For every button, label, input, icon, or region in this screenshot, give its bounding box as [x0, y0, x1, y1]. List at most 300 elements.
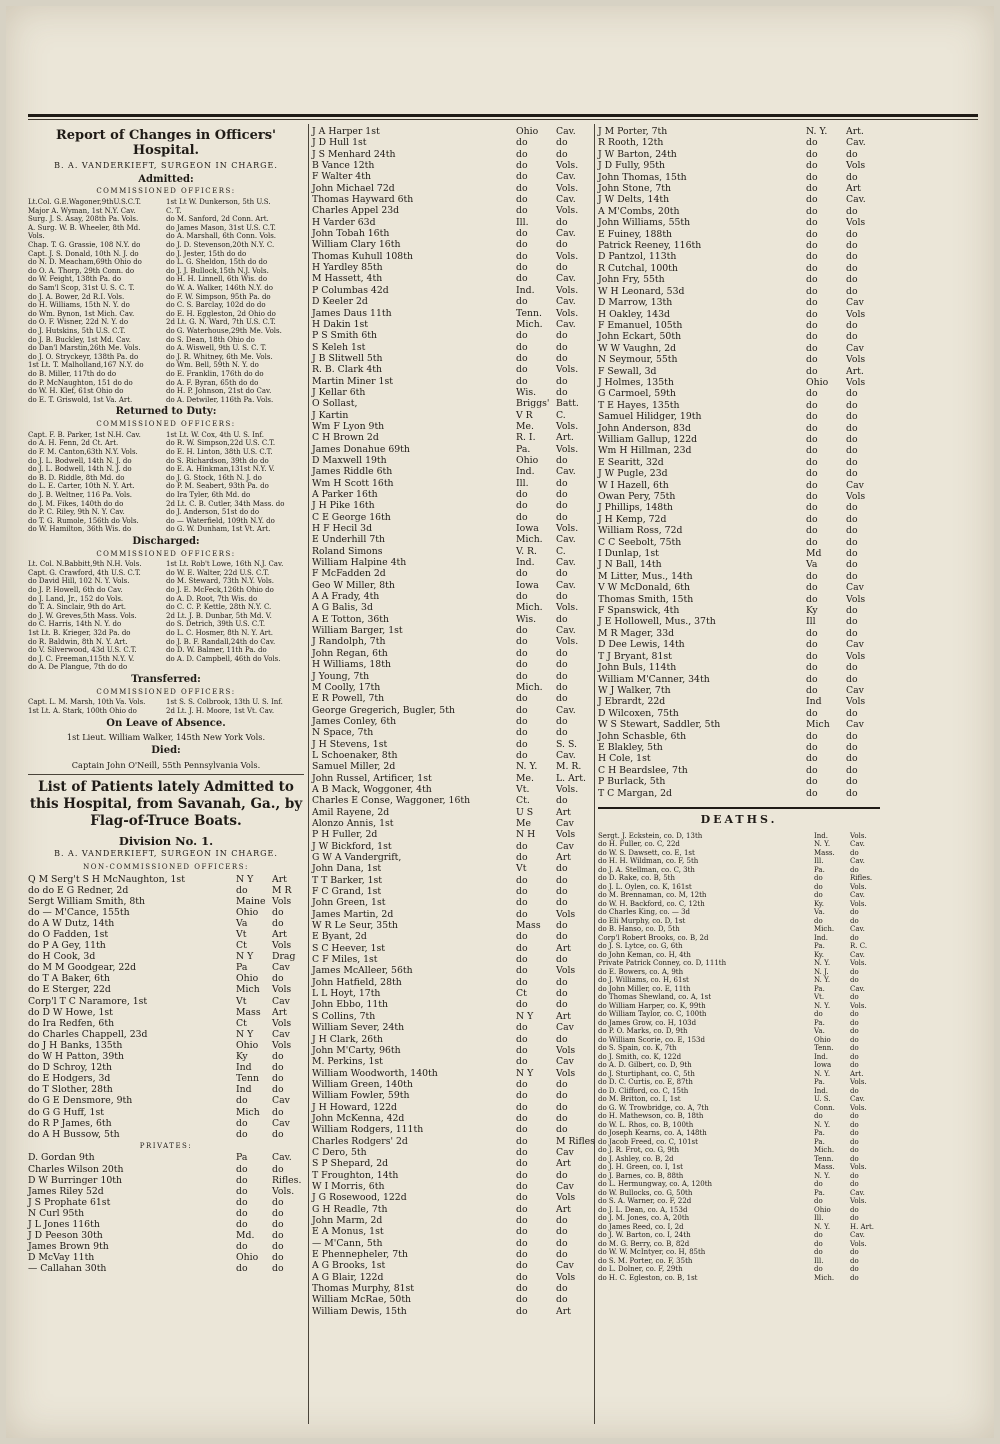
officer-entry: do A. Marshall, 6th Conn. Vols.	[166, 232, 277, 241]
patient-state: do	[806, 262, 818, 274]
section-rule	[28, 774, 304, 775]
officer-entry: do B. Miller, 117th do do	[28, 369, 117, 378]
patient-name: R Cutchal, 100th	[598, 262, 678, 274]
patient-name: do L. Dolner, co. F, 29th	[598, 1265, 683, 1274]
patient-state: Pa.	[814, 1078, 825, 1087]
officer-entry: do H. H. Linnell, 6th Wis. do	[166, 275, 268, 284]
patient-name: do M. Brennaman, co. M, 12th	[598, 891, 707, 900]
patient-regiment-type: Cav.	[556, 194, 576, 206]
patient-name: John Thomas, 15th	[598, 171, 687, 183]
patient-state: do	[516, 1146, 528, 1158]
patient-regiment-type: Vols	[846, 376, 866, 388]
patient-row	[598, 240, 880, 251]
officer-entry: do J. Jester, 15th do do	[166, 249, 247, 258]
patient-name: M. Perkins, 1st	[312, 1056, 383, 1068]
officer-pair	[28, 646, 304, 655]
patient-regiment-type: Vols.	[850, 1103, 867, 1112]
patient-regiment-type: Vols	[556, 1271, 576, 1283]
patient-name: do William Taylor, co. C, 100th	[598, 1010, 707, 1019]
patient-state: Ind.	[814, 831, 828, 840]
death-row	[598, 866, 880, 875]
patient-state: do	[806, 228, 818, 240]
patient-state: Ohio	[236, 1039, 259, 1051]
patient-state: do	[814, 874, 823, 883]
patient-regiment-type: do	[850, 1061, 859, 1070]
patient-state: do	[806, 285, 818, 297]
patient-regiment-type: Cav	[846, 342, 864, 354]
patient-state: N. Y.	[516, 761, 538, 773]
patient-state: do	[516, 1215, 528, 1226]
patient-name: do W. Bullocks, co. G, 50th	[598, 1188, 693, 1197]
patient-name: do J. Smith, co. K, 122d	[598, 1052, 682, 1061]
patient-name: Thomas Kuhull 108th	[312, 250, 413, 262]
patient-row	[598, 434, 880, 445]
patient-name: Samuel Hilidger, 19th	[598, 411, 702, 423]
patient-row	[312, 1090, 590, 1101]
patient-regiment-type: Art	[556, 852, 571, 863]
patient-regiment-type: do	[556, 591, 568, 603]
death-row	[598, 1155, 880, 1164]
patient-regiment-type: do	[846, 525, 858, 537]
admitted-list	[28, 198, 304, 404]
patient-regiment-type: Vols.	[850, 1078, 867, 1087]
patient-regiment-type: Cav.	[850, 925, 865, 934]
officer-entry: Lt. Col. N.Babbitt,9th N.H. Vols.	[28, 560, 142, 569]
patient-name: J D Peeson 30th	[28, 1230, 103, 1242]
patient-name: A G Balis, 3d	[312, 602, 373, 614]
patient-state: Pa.	[516, 443, 531, 455]
patient-state: Pa	[236, 1152, 248, 1164]
patient-state: do	[516, 137, 528, 149]
patient-name: W H Leonard, 53d	[598, 285, 685, 297]
patient-row	[598, 776, 880, 787]
returned-list	[28, 431, 304, 534]
officer-pair	[28, 569, 304, 578]
officer-pair	[28, 318, 304, 327]
death-row	[598, 925, 880, 934]
patient-regiment-type: Cav	[272, 1117, 290, 1129]
patient-name: E R Powell, 7th	[312, 693, 385, 705]
officer-entry: do L. C. Hosmer, 8th N. Y. Art.	[166, 629, 274, 638]
patient-regiment-type: do	[556, 477, 568, 489]
patient-row	[312, 1215, 590, 1226]
patient-name: do Joseph Kearns, co. A, 148th	[598, 1129, 707, 1138]
patient-regiment-type: do	[846, 468, 858, 480]
patient-name: do Jacob Freed, co. C, 101st	[598, 1137, 698, 1146]
patient-regiment-type: do	[846, 673, 858, 685]
deaths-heading: DEATHS.	[598, 807, 880, 826]
patient-name: A M'Combs, 20th	[598, 205, 680, 217]
patient-name: S Collins, 7th	[312, 1010, 376, 1022]
officer-entry: do L. E. Carter, 10th N. Y. Art.	[28, 482, 135, 491]
patient-state: do	[516, 364, 528, 376]
patient-regiment-type: do	[850, 1273, 859, 1282]
patient-row	[312, 308, 590, 319]
patient-row	[312, 217, 590, 228]
patient-regiment-type: do	[850, 1129, 859, 1138]
patient-row	[28, 929, 304, 940]
patient-name: F C Grand, 1st	[312, 886, 382, 898]
patient-regiment-type: Vols	[272, 1017, 292, 1029]
patient-row	[312, 682, 590, 693]
patient-name: do S. M. Porter, co. F, 35th	[598, 1256, 693, 1265]
patient-row	[312, 659, 590, 670]
patient-regiment-type: Vols	[556, 1067, 576, 1079]
patient-name: J H Kemp, 72d	[598, 513, 667, 525]
patient-row	[312, 239, 590, 250]
patient-name: John Anderson, 83d	[598, 422, 691, 434]
patient-row	[312, 149, 590, 160]
patient-name: J W Barton, 24th	[598, 148, 677, 160]
patient-name: do H. Fuller, co. C, 22d	[598, 840, 680, 849]
officer-entry: 1st Lt. Rob't Lowe, 16th N.J. Cav.	[166, 560, 284, 569]
patient-regiment-type: do	[846, 148, 858, 160]
patient-state: Ind	[236, 1084, 252, 1096]
patient-regiment-type: do	[272, 1230, 284, 1242]
patient-state: do	[806, 468, 818, 480]
patient-regiment-type: Art	[556, 806, 571, 818]
patient-state: Wis.	[516, 613, 537, 625]
patient-regiment-type: Batt.	[556, 398, 579, 410]
patient-name: do John Keman, co. H, 4th	[598, 950, 691, 959]
patient-row	[28, 1186, 304, 1197]
commissioned-label: COMMISSIONED OFFICERS:	[96, 187, 236, 196]
patient-row	[28, 1230, 304, 1241]
patient-regiment-type: do	[272, 1128, 284, 1140]
patient-name: do — M'Cance, 155th	[28, 906, 130, 918]
patient-name: J A Harper 1st	[312, 126, 380, 137]
patient-row	[312, 466, 590, 477]
officer-entry: do A. H. Fenn, 2d Ct. Art.	[28, 439, 119, 448]
patient-name: C C Seebolt, 75th	[598, 536, 682, 548]
patient-name: do T A Baker, 6th	[28, 973, 110, 985]
patient-state: do	[516, 489, 528, 500]
patient-regiment-type: Cav	[556, 1056, 574, 1068]
patient-name: do J. S. Lytce, co. G, 6th	[598, 942, 683, 951]
patient-state: Mich	[806, 719, 830, 731]
patient-regiment-type: Cav	[272, 995, 290, 1007]
officer-pair	[28, 482, 304, 491]
patient-state: do	[806, 365, 818, 377]
patient-regiment-type: do	[846, 262, 858, 274]
patient-regiment-type: do	[556, 795, 568, 807]
patient-regiment-type: do	[556, 386, 568, 398]
officer-pair	[28, 577, 304, 586]
patient-regiment-type: M. R.	[556, 761, 582, 773]
patient-row	[312, 205, 590, 216]
patient-state: Mich	[236, 1106, 260, 1118]
patient-state: do	[516, 171, 528, 183]
patient-state: do	[806, 411, 818, 423]
patient-state: do	[516, 1271, 528, 1283]
patient-row	[598, 708, 880, 719]
patient-state: Mass	[236, 1006, 261, 1018]
patient-regiment-type: Vols.	[556, 250, 579, 262]
patient-name: S P Shepard, 2d	[312, 1158, 389, 1170]
patient-name: Samuel Miller, 2d	[312, 761, 396, 773]
patient-regiment-type: do	[556, 568, 568, 580]
died-note: Captain John O'Neill, 55th Pennsylvania Vols.	[71, 759, 261, 770]
patient-name: do J. L. Dean, co. A, 153d	[598, 1205, 688, 1214]
patient-regiment-type: Cav	[556, 1022, 574, 1034]
patient-row	[312, 364, 590, 375]
patient-name: J L Jones 116th	[28, 1219, 100, 1231]
patient-state: do	[806, 787, 818, 799]
patient-regiment-type: do	[556, 341, 568, 353]
commissioned-label: COMMISSIONED OFFICERS:	[96, 420, 236, 429]
patient-regiment-type: do	[556, 375, 568, 387]
officer-pair	[28, 224, 304, 233]
death-row	[598, 1112, 880, 1121]
patient-row	[598, 502, 880, 513]
patient-name: H Yardley 85th	[312, 262, 383, 274]
patient-row	[312, 727, 590, 738]
patient-regiment-type: Cav.	[556, 228, 576, 240]
patient-state: Pa.	[814, 865, 825, 874]
patient-row	[312, 1124, 590, 1135]
patient-regiment-type: do	[556, 239, 568, 251]
officer-pair	[28, 638, 304, 647]
patient-row	[598, 263, 880, 274]
patient-row	[312, 591, 590, 602]
patient-row	[598, 172, 880, 183]
patient-name: M R Mager, 33d	[598, 627, 675, 639]
patient-row	[312, 273, 590, 284]
patient-state: do	[516, 1203, 528, 1215]
patient-name: G Carmoel, 59th	[598, 388, 676, 400]
patient-row	[28, 996, 304, 1007]
patient-name: Thomas Hayward 6th	[312, 194, 414, 206]
patient-name: Geo W Miller, 8th	[312, 579, 395, 591]
patient-regiment-type: H. Art.	[850, 1222, 874, 1231]
patient-state: V R	[516, 409, 533, 421]
patient-state: do	[806, 433, 818, 445]
patient-regiment-type: do	[846, 559, 858, 571]
patient-regiment-type: do	[850, 1146, 859, 1155]
patient-regiment-type: do	[850, 1256, 859, 1265]
died-heading: Died:	[151, 745, 181, 757]
patient-state: do	[236, 1207, 248, 1219]
death-row	[598, 917, 880, 926]
patient-name: J Randolph, 7th	[312, 636, 386, 648]
patient-name: W I Morris, 6th	[312, 1180, 385, 1192]
patient-regiment-type: Cav	[846, 582, 864, 594]
patient-name: do G. W. Trowbridge, co. A, 7th	[598, 1103, 709, 1112]
patient-name: do J. L. Oylen, co. K, 161st	[598, 882, 692, 891]
patient-state: do	[806, 741, 818, 753]
patient-name: C H Beardslee, 7th	[598, 764, 688, 776]
patient-regiment-type: Cav	[556, 1146, 574, 1158]
death-row	[598, 908, 880, 917]
patient-regiment-type: do	[850, 1120, 859, 1129]
patient-regiment-type: Cav.	[850, 857, 865, 866]
patient-regiment-type: Vols.	[850, 831, 867, 840]
officer-pair	[28, 353, 304, 362]
patient-state: Pa.	[814, 1129, 825, 1138]
patient-regiment-type: do	[556, 613, 568, 625]
patient-regiment-type: Vols.	[556, 523, 579, 535]
patient-state: do	[806, 491, 818, 502]
patient-regiment-type: Vols.	[850, 882, 867, 891]
patient-regiment-type: do	[556, 1124, 568, 1136]
patient-row	[312, 330, 590, 341]
patient-regiment-type: do	[556, 1033, 568, 1045]
patient-regiment-type: Cav.	[556, 466, 576, 478]
patient-row	[312, 716, 590, 727]
patient-state: do	[516, 296, 528, 308]
patient-row	[598, 331, 880, 342]
transferred-list	[28, 698, 304, 715]
patient-row	[312, 580, 590, 591]
patient-row	[312, 1181, 590, 1192]
patient-state: N H	[516, 829, 536, 841]
patient-name: do M M Goodgear, 22d	[28, 962, 137, 974]
patient-regiment-type: M Rifles	[556, 1135, 595, 1147]
patient-state: do	[806, 513, 818, 525]
patient-regiment-type: Vols.	[556, 420, 579, 432]
patient-regiment-type: Cav.	[850, 1231, 865, 1240]
officer-entry: do Wm. Bynon, 1st Mich. Cav.	[28, 309, 135, 318]
patient-row	[598, 183, 880, 194]
patient-state: do	[236, 1117, 248, 1129]
officer-entry: do H. Williams, 15th N. Y. do	[28, 301, 130, 310]
patient-row	[312, 455, 590, 466]
patient-state: do	[516, 886, 528, 898]
patient-row	[312, 296, 590, 307]
officer-pair	[28, 232, 304, 241]
patient-state: do	[516, 1226, 528, 1238]
patient-name: James Martin, 2d	[312, 908, 394, 920]
patient-name: Charles Rodgers' 2d	[312, 1135, 408, 1147]
patient-row	[312, 1135, 595, 1147]
patient-state: do	[806, 160, 818, 172]
patient-row	[28, 907, 304, 918]
patient-row	[312, 1283, 590, 1294]
death-row	[598, 1061, 880, 1070]
patient-name: John Ebbo, 11th	[312, 999, 389, 1011]
column-divider	[308, 124, 309, 1424]
death-row	[598, 985, 880, 994]
patient-state: Va	[806, 559, 818, 571]
patient-name: John Regan, 6th	[312, 647, 388, 659]
patient-name: S Keleh 1st	[312, 341, 366, 353]
patient-regiment-type: Vols	[846, 593, 866, 605]
death-row	[598, 1257, 880, 1266]
patient-name: Wm H Scott 16th	[312, 477, 394, 489]
patient-regiment-type: Art	[556, 1158, 571, 1170]
patient-regiment-type: do	[556, 1169, 568, 1181]
patient-row	[312, 557, 590, 568]
patient-row	[598, 274, 880, 285]
patient-name: J Kartin	[312, 409, 349, 421]
patient-name: do J. M. Jones, co. A, 20th	[598, 1214, 690, 1223]
patient-state: Ind.	[516, 466, 535, 478]
patient-regiment-type: do	[846, 730, 858, 742]
officer-entry: do J. L. Bodwell, 14th N. J. do	[28, 456, 132, 465]
officer-entry: do W. Feight, 138th Pa. do	[28, 275, 122, 284]
patient-row	[312, 795, 590, 806]
patient-state: Mich.	[516, 534, 543, 546]
top-rule-thin	[28, 119, 978, 120]
death-row	[598, 832, 880, 841]
patient-name: M Coolly, 17th	[312, 681, 381, 693]
officer-entry: do J. Anderson, 51st do do	[166, 508, 260, 517]
patient-name: do T Slother, 28th	[28, 1084, 113, 1096]
patient-row	[312, 602, 590, 613]
death-row	[598, 1189, 880, 1198]
death-row	[598, 874, 880, 883]
patient-regiment-type: do	[556, 1112, 568, 1124]
patient-name: T Froughton, 14th	[312, 1169, 399, 1181]
officer-pair	[28, 612, 304, 621]
officer-entry: do P. M. Seabert, 93th Pa. do	[166, 482, 269, 491]
death-row	[598, 1172, 880, 1181]
officer-pair	[28, 707, 304, 716]
patient-state: do	[516, 250, 528, 262]
patient-row	[312, 909, 590, 920]
patient-regiment-type: do	[556, 976, 568, 988]
patient-state: do	[814, 1231, 823, 1240]
patient-state: Ct.	[516, 795, 530, 807]
officer-entry: do J. E. McFeck,126th Ohio do	[166, 586, 274, 595]
patient-state: Ohio	[236, 973, 259, 985]
patient-name: A G Blair, 122d	[312, 1271, 384, 1283]
patient-row	[598, 548, 880, 559]
division-heading: Division No. 1.	[118, 834, 214, 849]
officer-entry: do E. H. Linton, 38th U.S. C.T.	[166, 447, 273, 456]
patient-regiment-type: Cav.	[846, 194, 866, 206]
officer-pair	[28, 344, 304, 353]
patient-state: do	[806, 422, 818, 434]
patient-row	[312, 137, 590, 148]
patient-name: J Kellar 6th	[312, 386, 366, 398]
patient-regiment-type: Cav.	[850, 1095, 865, 1104]
patient-regiment-type: Rifles.	[272, 1174, 302, 1186]
officer-entry: do D. W. Balmer, 11th Pa. do	[166, 646, 267, 655]
patient-regiment-type: Vols	[556, 1044, 576, 1056]
patient-regiment-type: do	[850, 1027, 859, 1036]
patient-row	[312, 398, 590, 409]
patient-state: do	[806, 274, 818, 286]
patient-regiment-type: do	[556, 137, 568, 149]
officer-pair	[28, 474, 304, 483]
patient-state: Me.	[516, 772, 534, 784]
patient-regiment-type: do	[850, 865, 859, 874]
patient-state: do	[814, 1197, 823, 1206]
patient-state: do	[806, 776, 818, 788]
patient-name: Sergt. J. Eckstein, co. D, 13th	[598, 831, 703, 840]
patient-name: do Charles King, co. — 3d	[598, 908, 691, 917]
officer-entry: do J. W. Greves,5th Mass. Vols.	[28, 611, 137, 620]
patient-regiment-type: Cav	[846, 639, 864, 651]
patient-regiment-type: Cav	[556, 1180, 574, 1192]
patient-regiment-type: C.	[556, 409, 566, 421]
patient-regiment-type: Drag	[272, 951, 296, 963]
patient-name: do W H Patton, 39th	[28, 1051, 124, 1063]
patient-state: do	[806, 662, 818, 674]
patient-name: William Clary 16th	[312, 239, 401, 251]
patient-regiment-type: do	[846, 433, 858, 445]
patient-regiment-type: Art.	[846, 126, 864, 137]
patient-row	[312, 342, 590, 353]
patient-state: Ct	[516, 988, 527, 1000]
patient-row	[312, 512, 590, 523]
patient-state: Va	[236, 917, 248, 929]
patient-regiment-type: do	[556, 262, 568, 274]
patient-name: Thomas Murphy, 81st	[312, 1283, 415, 1295]
patient-state: do	[516, 160, 528, 172]
patient-name: P S Smith 6th	[312, 330, 378, 342]
